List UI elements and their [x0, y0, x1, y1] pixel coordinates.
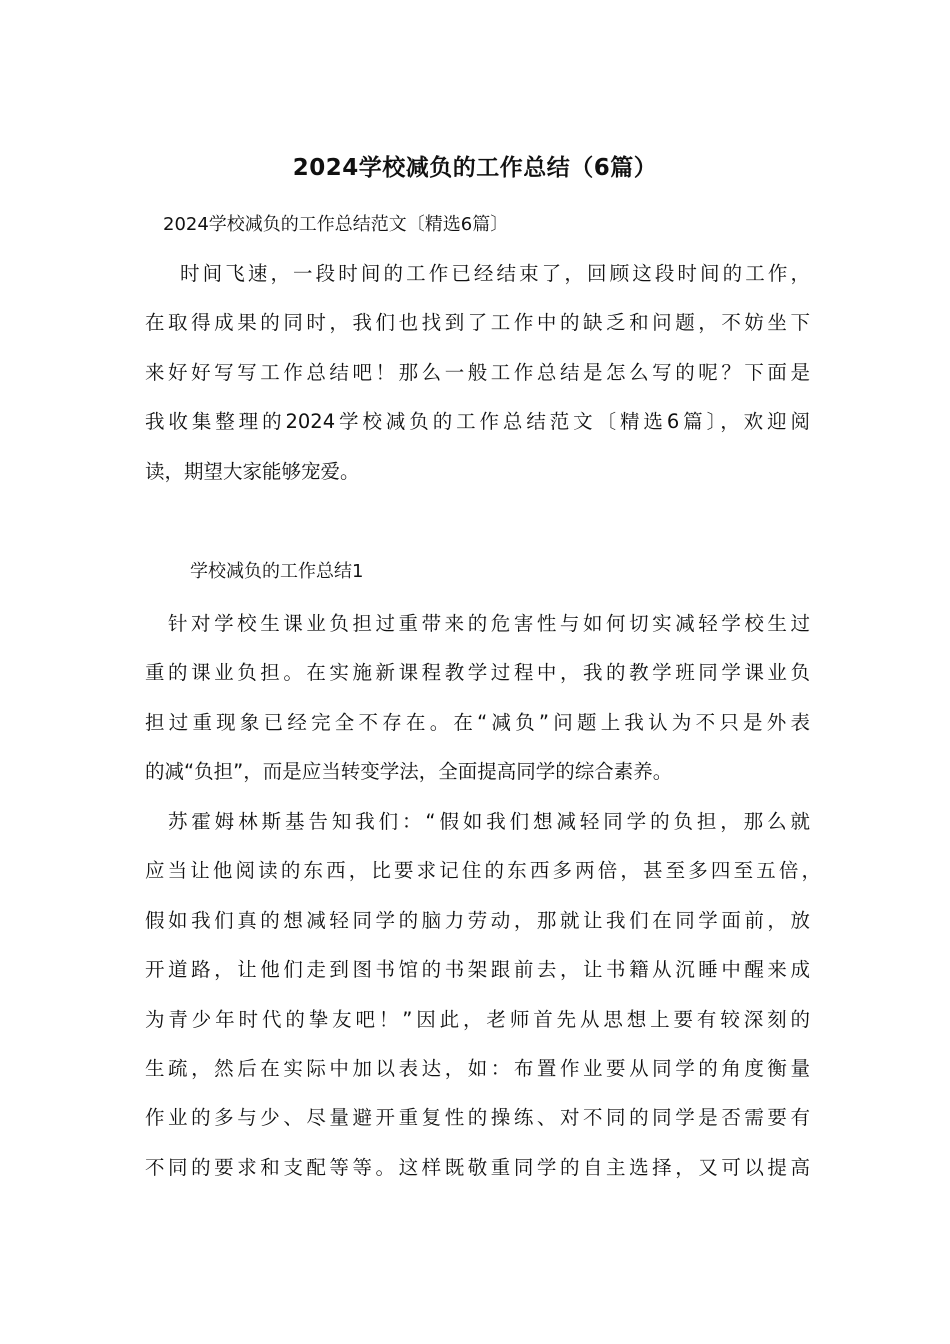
paragraph-line: 假如我们真的想减轻同学的脑力劳动，那就让我们在同学面前，放 [145, 908, 810, 932]
paragraph-line: 开道路，让他们走到图书馆的书架跟前去，让书籍从沉睡中醒来成 [145, 958, 810, 982]
paragraph-line: 应当让他阅读的东西，比要求记住的东西多两倍，甚至多四至五倍， [145, 859, 821, 883]
section-heading: 学校减负的工作总结1 [190, 561, 364, 582]
document-title: 2024学校减负的工作总结（6篇） [292, 155, 658, 181]
paragraph-line: 我收集整理的2024学校减负的工作总结范文〔精选6篇〕，欢迎阅 [145, 410, 810, 434]
section-paragraph [145, 599, 810, 797]
paragraph-line: 的减“负担”，而是应当转变学法，全面提高同学的综合素养。 [145, 760, 673, 784]
paragraph-line: 作业的多与少、尽量避开重复性的操练、对不同的同学是否需要有 [145, 1106, 810, 1130]
paragraph-line: 为青少年时代的挚友吧！”因此，老师首先从思想上要有较深刻的 [145, 1007, 810, 1031]
paragraph-line: 来好好写写工作总结吧！那么一般工作总结是怎么写的呢？下面是 [145, 360, 810, 384]
paragraph-line: 读，期望大家能够宠爱。 [145, 459, 360, 483]
paragraph-line: 重的课业负担。在实施新课程教学过程中，我的教学班同学课业负 [145, 661, 810, 685]
paragraph-line: 在取得成果的同时，我们也找到了工作中的缺乏和问题，不妨坐下 [145, 311, 810, 335]
paragraph-line: 不同的要求和支配等等。这样既敬重同学的自主选择，又可以提高 [145, 1155, 810, 1179]
paragraph-line: 担过重现象已经完全不存在。在“减负”问题上我认为不只是外表 [145, 710, 810, 734]
paragraph-line: 针对学校生课业负担过重带来的危害性与如何切实减轻学校生过 [168, 612, 810, 635]
intro-paragraph [145, 249, 810, 496]
paragraph-line: 苏霍姆林斯基告知我们：“假如我们想减轻同学的负担，那么就 [168, 810, 810, 833]
paragraph-line: 生疏，然后在实际中加以表达，如：布置作业要从同学的角度衡量 [145, 1057, 810, 1081]
paragraph-line: 时间飞速，一段时间的工作已经结束了，回顾这段时间的工作， [180, 262, 810, 285]
section-paragraph [145, 797, 821, 1192]
document-subtitle: 2024学校减负的工作总结范文〔精选6篇〕 [163, 214, 509, 235]
